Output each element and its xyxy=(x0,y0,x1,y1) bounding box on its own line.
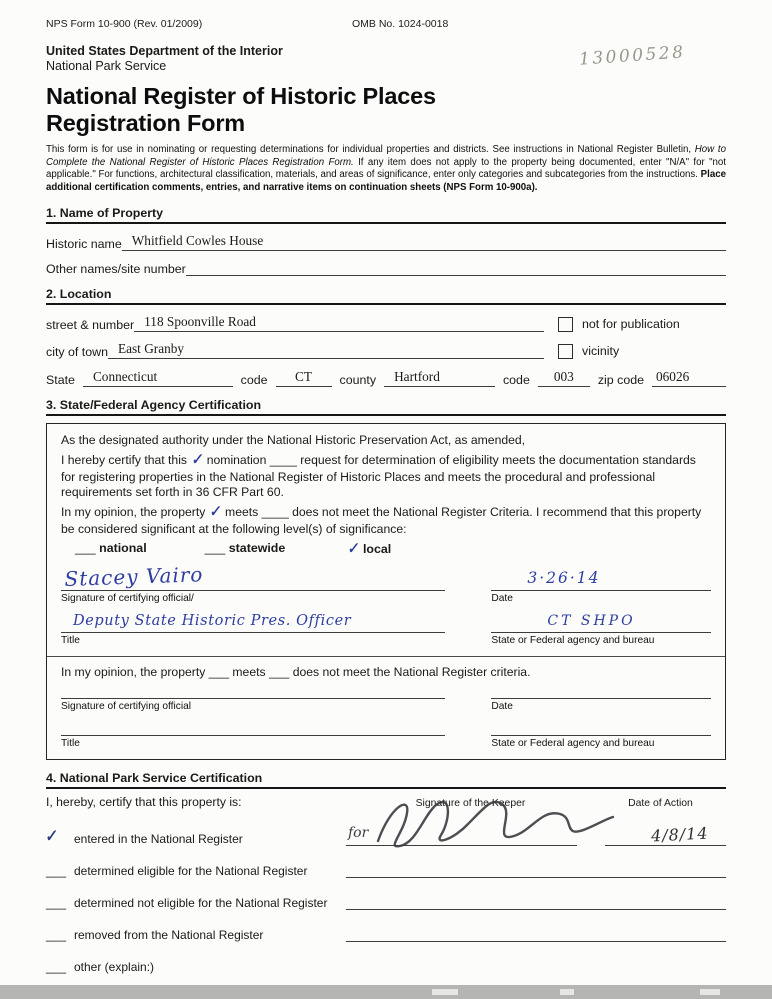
other-names-row xyxy=(46,260,726,276)
date-of-action-value: 4/8/14 xyxy=(650,823,709,846)
county-label: county xyxy=(339,372,377,387)
certifying-signature-row xyxy=(61,561,711,606)
state-code-value: CT xyxy=(295,368,313,384)
date-of-action-zone xyxy=(605,813,726,846)
certifying-title-row xyxy=(61,611,711,648)
vicinity-label: vicinity xyxy=(582,344,620,359)
certifying-date-line xyxy=(491,566,711,591)
opinion-text-after: meets ____ does not meet the National Register Criteria. I recommend that this property be considered significant at the following level(s) of significance: xyxy=(61,505,702,536)
other-names-field xyxy=(186,260,726,276)
nps-option-row-entered xyxy=(42,813,726,846)
nps-option-eligible-line xyxy=(346,875,726,878)
certifying-agency-col xyxy=(491,611,711,648)
keeper-signature-zone xyxy=(346,813,577,846)
second-title-line xyxy=(61,721,445,736)
certify-text-before: I hereby certify that this xyxy=(61,452,187,467)
historic-name-row xyxy=(46,233,726,251)
not-for-publication-zone xyxy=(558,317,726,332)
zip-field xyxy=(652,369,726,387)
second-agency-col xyxy=(491,721,711,751)
vicinity-checkbox xyxy=(558,344,573,359)
street-label: street & number xyxy=(46,317,135,332)
zip-label: zip code xyxy=(597,372,644,387)
certification-statement xyxy=(61,452,711,500)
instructions-text-1: This form is for use in nominating or requesting determinations for individual properties and districts. See instructions in National Register Bulletin, xyxy=(46,144,695,156)
vicinity-zone xyxy=(558,344,726,359)
certifying-signature-label: Signature of certifying official/ xyxy=(61,592,194,604)
county-code-value: 003 xyxy=(553,368,574,384)
service-name: National Park Service xyxy=(46,59,167,73)
second-title-col xyxy=(61,721,445,751)
nps-option-eligible xyxy=(46,864,346,878)
form-number: NPS Form 10-900 (Rev. 01/2009) xyxy=(46,18,203,30)
level-national-label: national xyxy=(99,541,147,556)
level-statewide-blank: ___ xyxy=(204,541,226,556)
nps-option-other-label: other (explain:) xyxy=(74,959,155,974)
omb-number: OMB No. 1024-0018 xyxy=(352,18,449,30)
certifying-agency-line xyxy=(491,611,711,633)
department-name: United States Department of the Interior xyxy=(46,44,283,58)
historic-name-label: Historic name xyxy=(46,236,122,251)
opinion-text-before: In my opinion, the property xyxy=(61,505,206,520)
nps-option-not-eligible-label: determined not eligible for the National Register xyxy=(74,895,328,910)
county-field xyxy=(384,369,495,387)
certifying-date-col xyxy=(491,566,711,606)
second-title-row xyxy=(61,721,711,751)
nps-option-not-eligible-blank: ___ xyxy=(46,895,67,910)
certifying-signature-line xyxy=(61,561,445,591)
nps-option-other-blank: ___ xyxy=(46,959,67,974)
certifying-title-col xyxy=(61,611,445,648)
city-row xyxy=(46,341,726,359)
keeper-signature-label: Signature of the Keeper xyxy=(415,797,526,809)
keeper-signature-prefix: for xyxy=(348,824,369,841)
level-national-blank: ___ xyxy=(75,541,96,556)
nps-option-removed-label: removed from the National Register xyxy=(74,927,264,942)
state-value: Connecticut xyxy=(92,368,158,384)
second-date-label: Date xyxy=(491,700,513,712)
nps-option-not-eligible xyxy=(46,896,346,910)
street-row xyxy=(46,314,726,332)
significance-levels-row xyxy=(75,541,711,559)
nps-option-row-removed xyxy=(46,928,726,942)
certifying-title-line xyxy=(61,611,445,633)
not-for-publication-label: not for publication xyxy=(582,317,680,332)
instructions-text-italic: How to Complete the National Register of Historic Places Registration Form. xyxy=(46,144,726,168)
street-value: 118 Spoonville Road xyxy=(144,313,256,329)
entered-checkmark-icon: ✓ xyxy=(42,825,59,846)
second-agency-line xyxy=(491,721,711,736)
zip-value: 06026 xyxy=(656,368,690,384)
state-code-label: code xyxy=(240,372,268,387)
section-heading-state-federal-certification: 3. State/Federal Agency Certification xyxy=(46,398,726,416)
state-row xyxy=(46,369,726,387)
city-field xyxy=(108,341,544,359)
certifying-agency-value: CT SHPO xyxy=(547,613,636,630)
nps-option-row-other xyxy=(46,960,726,974)
county-value: Hartford xyxy=(394,368,440,384)
certifying-title-value: Deputy State Historic Pres. Officer xyxy=(73,613,352,630)
not-for-publication-checkbox xyxy=(558,317,573,332)
second-opinion-statement: In my opinion, the property ___ meets ___ does not meet the National Register criteria. xyxy=(61,664,531,679)
street-field xyxy=(134,314,544,332)
nps-option-entered xyxy=(42,825,346,846)
nps-option-eligible-blank: ___ xyxy=(46,863,67,878)
instructions-text-bold: Place additional certification comments, entries, and narrative items on continuation sheets (NPS Form 10-900a). xyxy=(46,169,726,193)
other-names-value xyxy=(186,270,200,271)
certifying-title-label: Title xyxy=(61,634,80,646)
instructions-text-2: If any item does not apply to the property being documented, enter "N/A" for "not applicable." For functions, architectural classification, materials, and areas of significance, enter only categories and subcategories from the instructions. xyxy=(46,156,726,181)
scan-edge-strip xyxy=(0,985,772,999)
keeper-signature xyxy=(370,789,620,859)
level-national xyxy=(75,541,147,559)
scan-artifact xyxy=(432,989,458,995)
certifying-date-value: 3·26·14 xyxy=(527,569,601,588)
second-agency-label: State or Federal agency and bureau xyxy=(491,737,655,749)
opinion-statement xyxy=(61,504,711,537)
scan-artifact xyxy=(560,989,574,995)
form-meta-row xyxy=(46,18,726,30)
historic-name-value: Whitfield Cowles House xyxy=(131,232,264,248)
second-signature-line xyxy=(61,684,445,699)
meets-checkmark-icon: ✓ xyxy=(208,503,222,522)
other-names-label: Other names/site number xyxy=(46,261,186,276)
nps-option-row-eligible xyxy=(46,864,726,878)
second-signature-col xyxy=(61,684,445,714)
form-instructions xyxy=(46,144,726,194)
certifying-agency-label: State or Federal agency and bureau xyxy=(491,634,655,646)
scan-artifact xyxy=(700,989,720,995)
section-heading-nps-certification: 4. National Park Service Certification xyxy=(46,771,726,789)
date-of-action-label: Date of Action xyxy=(628,797,693,809)
certify-text-after: nomination ____ request for determination of eligibility meets the documentation standards for registering properties in the National Register of Historic Places and meets the procedural and professional requirements set forth in 36 CFR Part 60. xyxy=(61,452,696,499)
nps-option-not-eligible-line xyxy=(346,907,726,910)
nps-option-other xyxy=(46,960,346,974)
nps-option-entered-label: entered in the National Register xyxy=(74,831,243,846)
state-field xyxy=(83,369,233,387)
level-local xyxy=(343,541,391,559)
second-signature-label: Signature of certifying official xyxy=(61,700,192,712)
local-checkmark-icon: ✓ xyxy=(346,540,360,559)
certifying-official-signature: Stacey Vairo xyxy=(64,561,204,591)
second-date-line xyxy=(491,684,711,699)
section-heading-location: 2. Location xyxy=(46,287,726,305)
nps-option-removed-line xyxy=(346,939,726,942)
city-value: East Granby xyxy=(117,340,185,356)
nps-certification-intro: I, hereby, certify that this property is: xyxy=(46,794,242,809)
certifying-signature-col xyxy=(61,561,445,606)
form-title-line1: National Register of Historic Places xyxy=(46,83,436,109)
certification-authority-text: As the designated authority under the National Historic Preservation Act, as amended, xyxy=(61,432,526,447)
nps-option-removed xyxy=(46,928,346,942)
second-date-col xyxy=(491,684,711,714)
second-title-label: Title xyxy=(61,737,80,749)
level-statewide-label: statewide xyxy=(228,541,286,556)
level-local-label: local xyxy=(362,542,392,557)
form-title-line2: Registration Form xyxy=(46,109,245,136)
nomination-checkmark-icon: ✓ xyxy=(189,451,204,469)
state-label: State xyxy=(46,372,75,387)
certification-box xyxy=(46,423,726,760)
county-code-field xyxy=(538,369,590,387)
handwritten-reference-number: 13000528 xyxy=(578,42,687,70)
nps-option-removed-blank: ___ xyxy=(46,927,67,942)
state-code-field xyxy=(276,369,332,387)
city-label: city of town xyxy=(46,344,108,359)
nps-option-row-not-eligible xyxy=(46,896,726,910)
nps-option-eligible-label: determined eligible for the National Register xyxy=(74,863,308,878)
form-title xyxy=(46,83,726,136)
certification-divider xyxy=(47,656,725,657)
section-heading-name-of-property: 1. Name of Property xyxy=(46,206,726,224)
certifying-date-label: Date xyxy=(491,592,513,604)
second-signature-row xyxy=(61,684,711,714)
historic-name-field xyxy=(122,233,726,251)
level-statewide xyxy=(205,541,286,559)
county-code-label: code xyxy=(502,372,530,387)
